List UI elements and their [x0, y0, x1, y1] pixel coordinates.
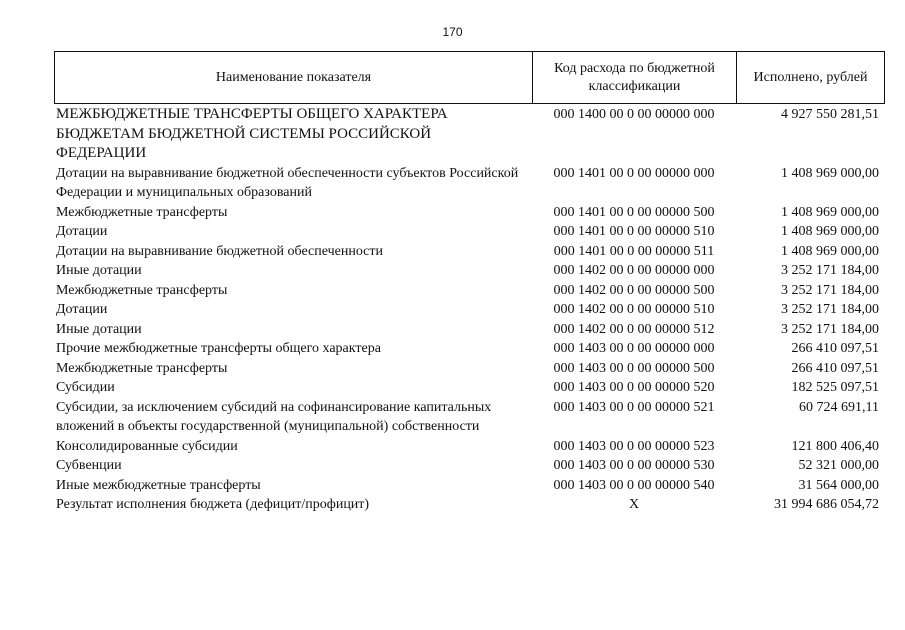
- row-name: Дотации на выравнивание бюджетной обеспеченности субъектов Российской Федерации и муниципальных образований: [56, 165, 519, 200]
- column-header-code: Код расхода по бюджетной классификации: [533, 52, 737, 103]
- table-header: [54, 51, 885, 104]
- row-amount: 3 252 171 184,00: [781, 321, 879, 337]
- row-code: 000 1403 00 0 00 00000 521: [553, 399, 715, 415]
- table-row: [54, 281, 885, 301]
- row-amount: 121 800 406,40: [791, 438, 879, 454]
- column-header-name: Наименование показателя: [55, 52, 533, 103]
- table-row: [54, 300, 885, 320]
- row-amount: 31 564 000,00: [798, 477, 879, 493]
- table-row: [54, 242, 885, 262]
- row-code: 000 1402 00 0 00 00000 512: [553, 321, 715, 337]
- table-row: [54, 437, 885, 457]
- row-amount: 182 525 097,51: [791, 380, 879, 395]
- row-name: Межбюджетные трансферты: [56, 204, 228, 220]
- row-amount: 3 252 171 184,00: [781, 282, 879, 298]
- row-code: 000 1401 00 0 00 00000 511: [553, 243, 715, 259]
- row-name: Межбюджетные трансферты: [56, 360, 228, 376]
- row-name: Дотации на выравнивание бюджетной обеспеченности: [56, 243, 383, 259]
- table-row: [54, 261, 885, 281]
- row-name: Субвенции: [56, 458, 122, 473]
- table-row: [54, 456, 885, 476]
- table-row: [54, 105, 885, 164]
- row-amount: 60 724 691,11: [799, 399, 879, 415]
- row-name: Консолидированные субсидии: [56, 438, 238, 454]
- row-code: 000 1401 00 0 00 00000 500: [553, 204, 715, 220]
- row-name: Иные дотации: [56, 263, 142, 278]
- table-row: [54, 320, 885, 340]
- column-header-amount: Исполнено, рублей: [753, 69, 868, 85]
- row-amount: 31 994 686 054,72: [774, 497, 879, 512]
- table-row: [54, 378, 885, 398]
- table-row: [54, 359, 885, 379]
- table-row: [54, 203, 885, 223]
- row-name: Прочие межбюджетные трансферты общего характера: [56, 341, 381, 356]
- row-name: МЕЖБЮДЖЕТНЫЕ ТРАНСФЕРТЫ ОБЩЕГО ХАРАКТЕРА БЮДЖЕТАМ БЮДЖЕТНОЙ СИСТЕМЫ РОССИЙСКОЙ ФЕДЕРАЦИИ: [56, 106, 448, 161]
- table-row: [54, 339, 885, 359]
- row-code: 000 1403 00 0 00 00000 540: [553, 477, 715, 493]
- row-code: 000 1401 00 0 00 00000 000: [553, 165, 715, 181]
- row-code: X: [628, 497, 640, 512]
- row-amount: 4 927 550 281,51: [781, 107, 879, 122]
- row-code: 000 1402 00 0 00 00000 510: [553, 302, 715, 317]
- row-name: Субсидии: [56, 380, 115, 395]
- page-number: 170: [442, 25, 463, 39]
- row-code: 000 1402 00 0 00 00000 500: [553, 282, 715, 298]
- row-code: 000 1403 00 0 00 00000 500: [553, 360, 715, 376]
- row-amount: 3 252 171 184,00: [781, 302, 879, 317]
- row-amount: 52 321 000,00: [798, 458, 879, 473]
- row-code: 000 1401 00 0 00 00000 510: [553, 224, 715, 239]
- row-code: 000 1400 00 0 00 00000 000: [553, 107, 715, 122]
- row-amount: 1 408 969 000,00: [781, 165, 879, 181]
- table-row: [54, 398, 885, 437]
- row-name: Иные межбюджетные трансферты: [56, 477, 261, 493]
- row-amount: 3 252 171 184,00: [781, 263, 879, 278]
- row-name: Иные дотации: [56, 321, 142, 337]
- row-name: Результат исполнения бюджета (дефицит/профицит): [56, 497, 370, 512]
- row-name: Дотации: [56, 302, 108, 317]
- table-body: [54, 105, 885, 515]
- row-name: Дотации: [56, 224, 108, 239]
- row-code: 000 1403 00 0 00 00000 520: [553, 380, 715, 395]
- row-amount: 266 410 097,51: [791, 341, 879, 356]
- row-code: 000 1403 00 0 00 00000 000: [553, 341, 715, 356]
- row-name: Субсидии, за исключением субсидий на софинансирование капитальных вложений в объекты государственной (муниципальной) собственности: [56, 399, 492, 434]
- row-code: 000 1403 00 0 00 00000 523: [553, 438, 715, 454]
- row-amount: 1 408 969 000,00: [781, 204, 879, 220]
- table-row: [54, 476, 885, 496]
- row-amount: 1 408 969 000,00: [781, 224, 879, 239]
- row-name: Межбюджетные трансферты: [56, 282, 228, 298]
- table-row: [54, 164, 885, 203]
- row-code: 000 1403 00 0 00 00000 530: [553, 458, 715, 473]
- row-amount: 1 408 969 000,00: [781, 243, 879, 259]
- row-amount: 266 410 097,51: [791, 360, 879, 376]
- table-row: [54, 495, 885, 515]
- row-code: 000 1402 00 0 00 00000 000: [553, 263, 715, 278]
- table-row: [54, 222, 885, 242]
